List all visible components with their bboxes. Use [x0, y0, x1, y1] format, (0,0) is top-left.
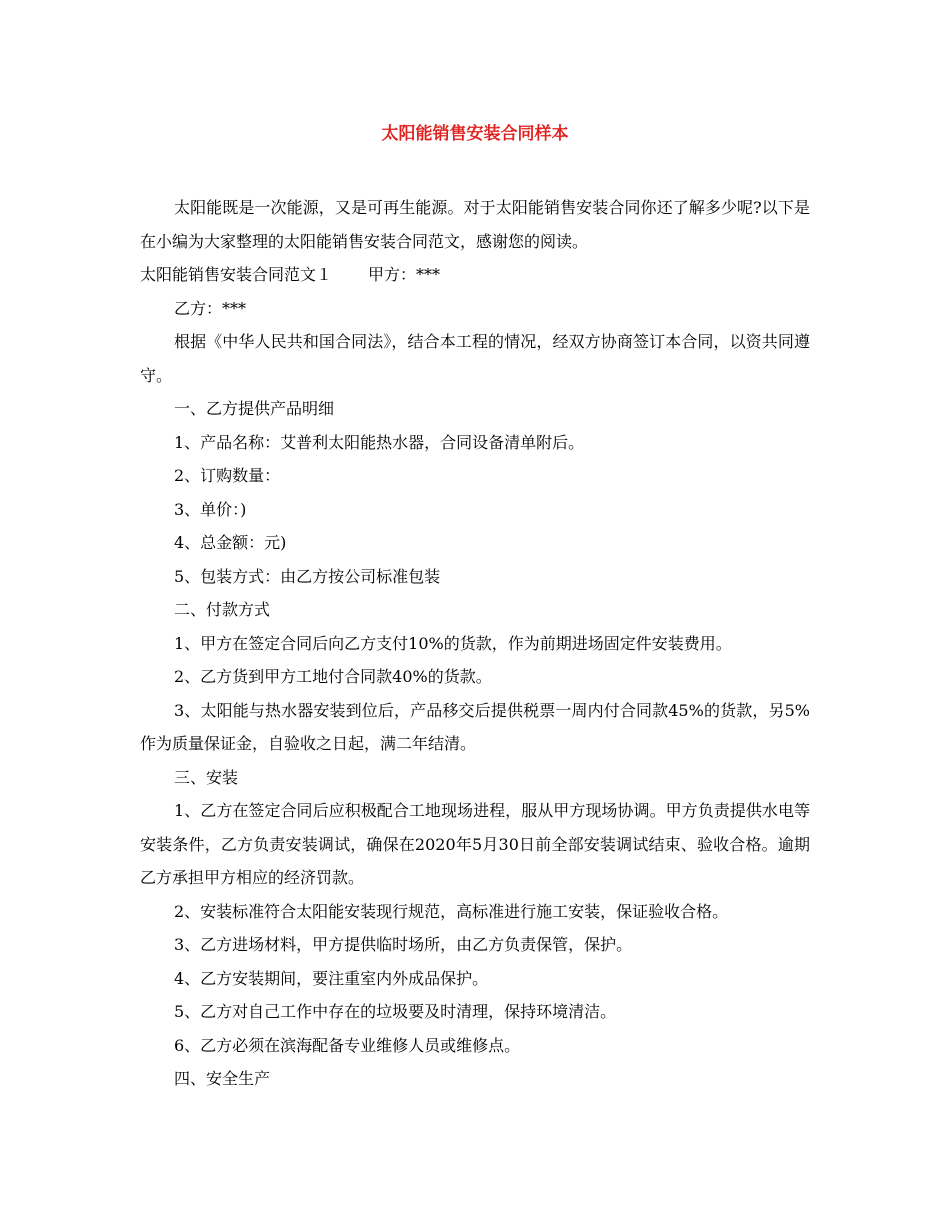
section-1-item: 5、包装方式：由乙方按公司标准包装	[174, 566, 441, 586]
document-body	[140, 191, 810, 1096]
section-2-item: 2、乙方货到甲方工地付合同款40%的货款。	[174, 667, 492, 686]
preamble-paragraph: 根据《中华人民共和国合同法》，结合本工程的情况，经双方协商签订本合同，以资共同遵守。	[140, 332, 810, 385]
section-2-item: 1、甲方在签定合同后向乙方支付10%的货款，作为前期进场固定件安装费用。	[174, 633, 732, 653]
section-3-item: 5、乙方对自己工作中存在的垃圾要及时清理，保持环境清洁。	[174, 1002, 617, 1021]
section-3-title: 三、安装	[174, 767, 239, 787]
section-3-item: 2、安装标准符合太阳能安装现行规范，高标准进行施工安装，保证验收合格。	[174, 901, 729, 921]
sample-heading-line	[140, 258, 810, 292]
section-3-item: 4、乙方安装期间，要注重室内外成品保护。	[174, 968, 489, 988]
party-a: 甲方：***	[368, 265, 441, 284]
section-2-title: 二、付款方式	[174, 600, 271, 619]
intro-paragraph: 太阳能既是一次能源，又是可再生能源。对于太阳能销售安装合同你还了解多少呢?以下是在小编为大家整理的太阳能销售安装合同范文，感谢您的阅读。	[140, 198, 810, 251]
section-1-item: 4、总金额：元)	[174, 533, 287, 552]
section-3-item: 3、乙方进场材料，甲方提供临时场所，由乙方负责保管，保护。	[174, 935, 633, 954]
section-3-item: 6、乙方必须在滨海配备专业维修人员或维修点。	[174, 1035, 521, 1055]
section-1-title: 一、乙方提供产品明细	[174, 399, 335, 418]
section-2-item: 3、太阳能与热水器安装到位后，产品移交后提供税票一周内付合同款45%的货款，另5%作为质量保证金，自验收之日起，满二年结清。	[140, 700, 810, 753]
section-1-item: 1、产品名称：艾普利太阳能热水器，合同设备清单附后。	[174, 432, 585, 452]
section-4-title: 四、安全生产	[174, 1069, 271, 1088]
section-1-item: 3、单价：)	[174, 499, 247, 519]
section-1-item: 2、订购数量：	[174, 466, 281, 485]
sample-heading: 太阳能销售安装合同范文１	[140, 265, 333, 284]
party-b: 乙方：***	[174, 298, 247, 318]
document-title: 太阳能销售安装合同样本	[381, 124, 569, 144]
section-3-item: 1、乙方在签定合同后应积极配合工地现场进程，服从甲方现场协调。甲方负责提供水电等安装条件，乙方负责安装调试，确保在2020年5月30日前全部安装调试结束、验收合格。逾期乙方承担甲方相应的经济罚款。	[140, 801, 810, 887]
